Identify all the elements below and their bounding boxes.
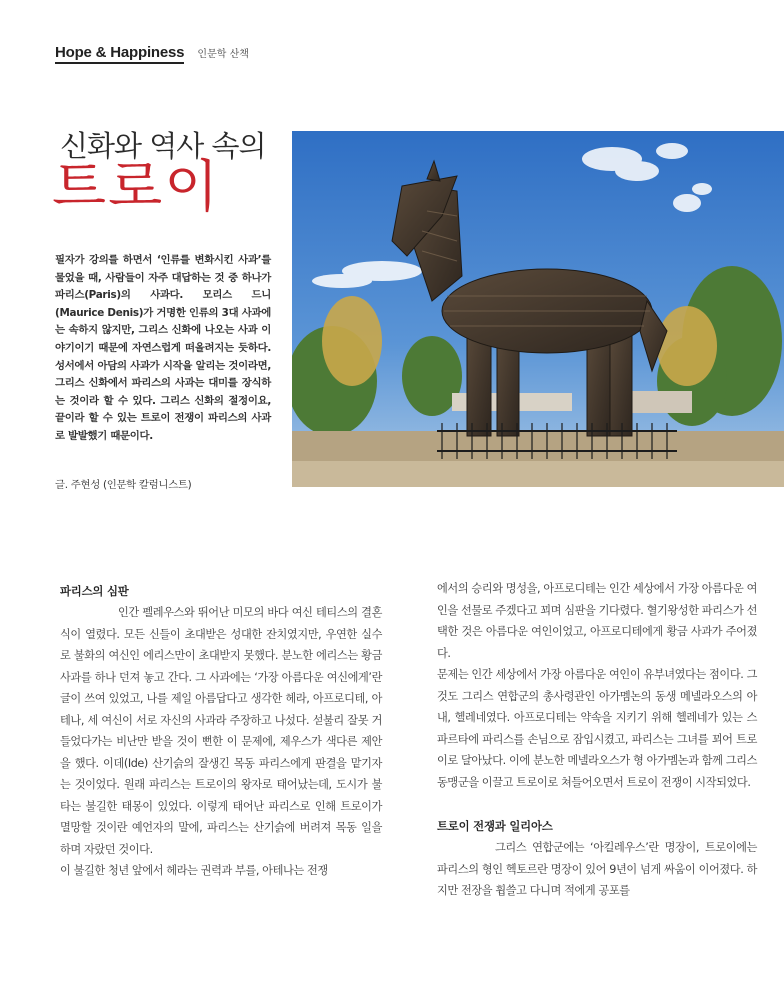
section-heading-judgement: 파리스의 심판 (60, 584, 129, 598)
article-title-line2: 트로이 (52, 155, 221, 220)
section-heading-trojan-war: 트로이 전쟁과 일리아스 (437, 819, 553, 833)
body-paragraph: 문제는 인간 세상에서 가장 아름다운 여인이 유부녀였다는 점이다. 그것도 그리스 연합군의 총사령관인 아가멤논의 동생 메넬라오스의 아내, 헬레네였다. 아프로디테는 약속을 지키기 위해 헬레네가 있는 스파르타에 파리스를 손님으로 잠입시켰고, 파리스는 그녀를 꾀어 트로이로 달아났다. 이에 분노한 메넬라오스가 형 아가멤논과 함께 그리스 동맹군을 이끌고 트로이로 쳐들어오면서 트로이 전쟁이 시작되었다. (437, 668, 757, 789)
body-paragraph: 그리스 연합군에는 ‘아킬레우스’란 명장이, 트로이에는 파리스의 형인 헥토르란 명장이 있어 9년이 넘게 싸움이 이어졌다. 하지만 전장을 휩쓸고 다니며 적에게 공포를 (437, 841, 757, 897)
section-label: 인문학 산책 (197, 49, 249, 60)
byline: 글. 주현성 (인문학 칼럼니스트) (55, 479, 192, 491)
trojan-horse-photo (292, 131, 784, 487)
magazine-header (55, 42, 249, 62)
lead-paragraph: 필자가 강의를 하면서 ‘인류를 변화시킨 사과’를 물었을 때, 사람들이 자주 대답하는 것 중 하나가 파리스(Paris)의 사과다. 모리스 드니(Maurice Denis)가 거명한 인류의 3대 사과에는 속하지 않지만, 그리스 신화에 나오는 사과 이야기이기 때문에 자연스럽게 떠올려지는 듯하다. 성서에서 아담의 사과가 시작을 알리는 것이라면, 그리스 신화에서 파리스의 사과는 대미를 장식하는 것이라 할 수 있다. 그리스 신화의 절정이요, 끝이라 할 수 있는 트로이 전쟁이 파리스의 사과로 발발했기 때문이다. (55, 254, 271, 442)
body-paragraph: 인간 펠레우스와 뛰어난 미모의 바다 여신 테티스의 결혼식이 열렸다. 모든 신들이 초대받은 성대한 잔치였지만, 우연한 실수로 불화의 여신인 에리스만이 초대받지 못했다. 분노한 에리스는 황금사과를 하나 던져 놓고 간다. 그 사과에는 ‘가장 아름다운 여신에게’란 글이 쓰여 있었고, 나를 제일 아름답다고 생각한 헤라, 아프로디테, 아테나, 세 여신이 서로 자신의 사과라 주장하고 나섰다. 섣불리 잘못 거들었다가는 비난만 받을 것이 뻔한 이 문제에, 제우스가 색다른 제안을 했다. 이데(Ide) 산기슭의 잘생긴 목동 파리스에게 판결을 맡기자는 것이었다. 원래 파리스는 트로이의 왕자로 태어났는데, 도시가 불타는 불길한 태몽이 있었다. 이렇게 태어난 파리스로 인해 트로이가 멸망할 것이란 예언자의 말에, 파리스는 산기슭에 버려져 목동 일을 하며 자랐던 것이다. (60, 606, 382, 856)
trojan-horse-image (292, 131, 784, 487)
body-paragraph: 에서의 승리와 명성을, 아프로디테는 인간 세상에서 가장 아름다운 여인을 선물로 주겠다고 꾀며 심판을 기다렸다. 혈기왕성한 파리스가 선택한 것은 아름다운 여인이었고, 아프로디테에게 황금 사과가 주어졌다. (437, 582, 757, 660)
body-paragraph: 이 불길한 청년 앞에서 헤라는 권력과 부를, 아테나는 전쟁 (60, 864, 328, 877)
article-column-left (60, 580, 382, 882)
article-title-line1: 신화와 역사 속의 (60, 129, 266, 163)
brand-title: Hope & Happiness (55, 44, 184, 64)
article-column-right (437, 578, 757, 902)
